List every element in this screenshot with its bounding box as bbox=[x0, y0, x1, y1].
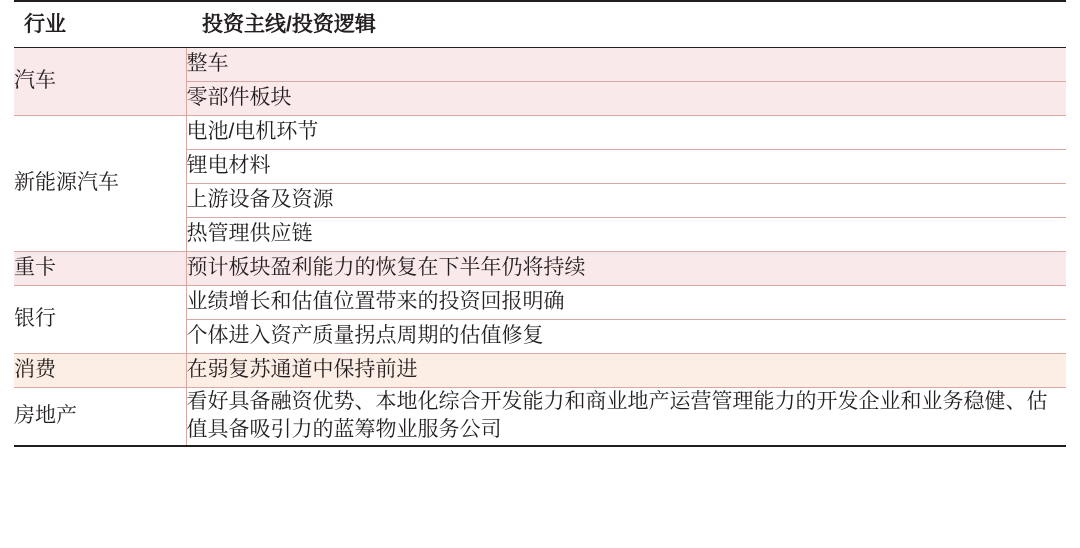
logic-cell: 零部件板块 bbox=[186, 82, 1066, 116]
table-body bbox=[14, 48, 1066, 445]
logic-cell: 预计板块盈利能力的恢复在下半年仍将持续 bbox=[186, 252, 1066, 286]
table-row bbox=[14, 388, 1066, 445]
logic-cell: 看好具备融资优势、本地化综合开发能力和商业地产运营管理能力的开发企业和业务稳健、估值具备吸引力的蓝筹物业服务公司 bbox=[186, 388, 1066, 445]
industry-cell: 房地产 bbox=[14, 388, 186, 445]
logic-cell: 业绩增长和估值位置带来的投资回报明确 bbox=[186, 286, 1066, 320]
logic-cell: 电池/电机环节 bbox=[186, 116, 1066, 150]
column-header-industry: 行业 bbox=[14, 1, 186, 48]
industry-cell: 银行 bbox=[14, 286, 186, 354]
table-header bbox=[14, 1, 1066, 48]
table-row bbox=[14, 286, 1066, 320]
table-row bbox=[14, 48, 1066, 82]
table-row bbox=[14, 354, 1066, 388]
logic-cell: 锂电材料 bbox=[186, 150, 1066, 184]
industry-cell: 汽车 bbox=[14, 48, 186, 116]
industry-cell: 消费 bbox=[14, 354, 186, 388]
industry-cell: 重卡 bbox=[14, 252, 186, 286]
logic-cell: 上游设备及资源 bbox=[186, 184, 1066, 218]
logic-cell: 个体进入资产质量拐点周期的估值修复 bbox=[186, 320, 1066, 354]
investment-lines-table bbox=[14, 0, 1066, 445]
table-header-row bbox=[14, 1, 1066, 48]
logic-cell: 在弱复苏通道中保持前进 bbox=[186, 354, 1066, 388]
table-row bbox=[14, 252, 1066, 286]
logic-cell: 热管理供应链 bbox=[186, 218, 1066, 252]
logic-cell: 整车 bbox=[186, 48, 1066, 82]
table-row bbox=[14, 116, 1066, 150]
column-header-logic: 投资主线/投资逻辑 bbox=[186, 1, 1066, 48]
industry-cell: 新能源汽车 bbox=[14, 116, 186, 252]
table-bottom-rule bbox=[14, 445, 1066, 447]
